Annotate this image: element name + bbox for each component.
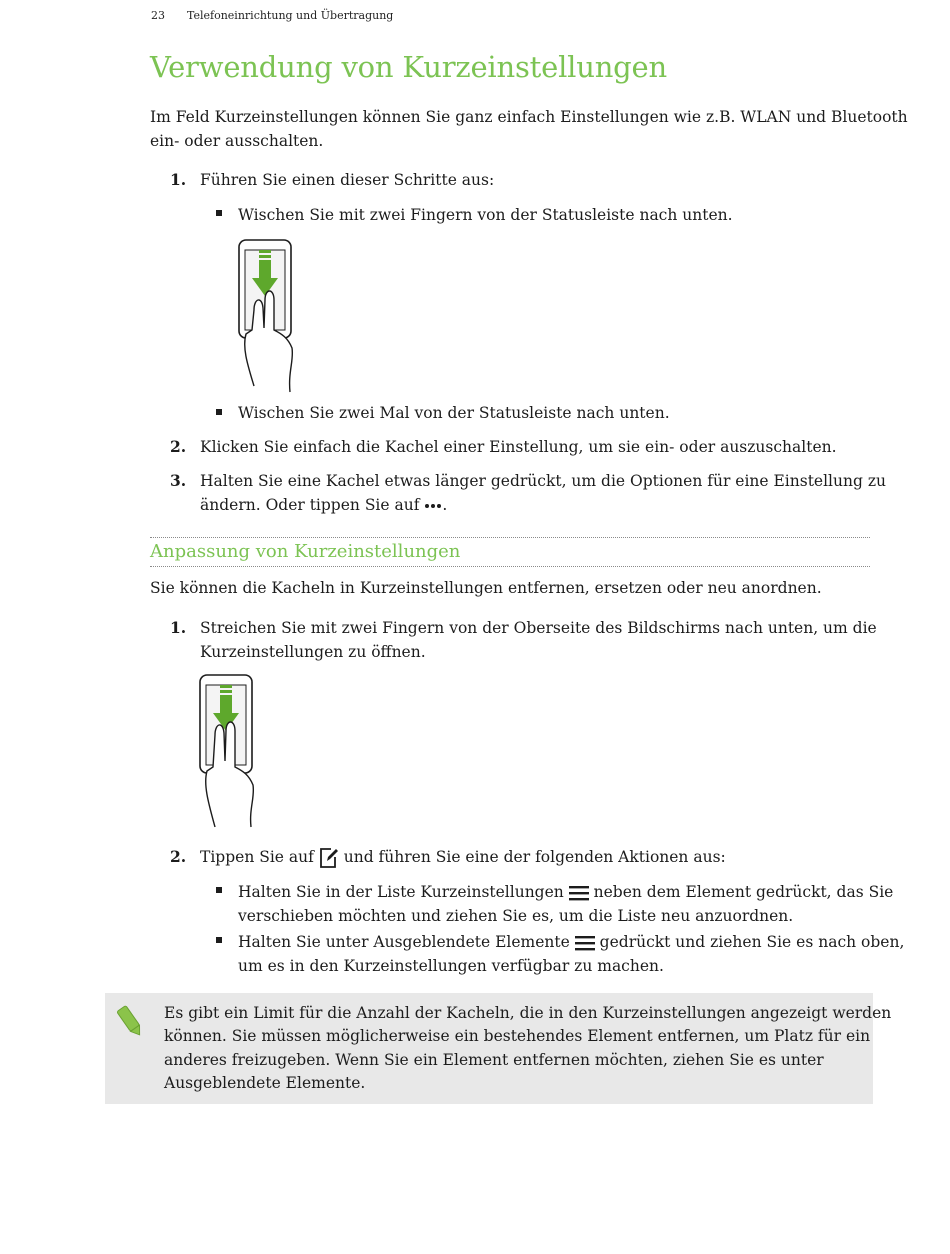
note-line-4: Ausgeblendete Elemente.: [164, 1074, 366, 1092]
s2-step-1-number: 1.: [170, 618, 187, 637]
step-3-line-2-pre: ändern. Oder tippen Sie auf: [200, 496, 420, 514]
section-2-intro: Sie können die Kacheln in Kurzeinstellungen entfernen, ersetzen oder neu anordnen.: [150, 579, 822, 597]
step-1-number: 1.: [170, 170, 187, 189]
s2-bullet-2-line-2: um es in den Kurzeinstellungen verfügbar zu machen.: [238, 957, 664, 975]
note-line-1: Es gibt ein Limit für die Anzahl der Kacheln, die in den Kurzeinstellungen angezeigt werden: [164, 1004, 892, 1022]
divider-top: [150, 537, 870, 538]
pencil-note-icon: [115, 1004, 145, 1040]
intro-line-2: ein- oder ausschalten.: [150, 132, 324, 150]
s2-step-2-number: 2.: [170, 847, 187, 866]
step-3-line-1: Halten Sie eine Kachel etwas länger gedrückt, um die Optionen für eine Einstellung zu: [200, 472, 886, 490]
step-1-text: Führen Sie einen dieser Schritte aus:: [200, 171, 495, 189]
bullet-marker: [216, 937, 222, 943]
s2-bullet-2-post: gedrückt und ziehen Sie es nach oben,: [599, 933, 905, 951]
drag-handle-icon: [575, 935, 595, 951]
s2-step-2-text: [200, 845, 726, 869]
bullet-swipe-two-fingers: Wischen Sie mit zwei Fingern von der Statusleiste nach unten.: [238, 206, 733, 224]
page-header: [151, 9, 393, 22]
s2-step-1-line-1: Streichen Sie mit zwei Fingern von der Oberseite des Bildschirms nach unten, um die: [200, 619, 877, 637]
s2-step-2-pre: Tippen Sie auf: [200, 848, 314, 866]
two-finger-swipe-icon: [193, 673, 263, 829]
divider-bottom: [150, 566, 870, 567]
edit-icon: [319, 847, 339, 869]
s2-step-2-post: und führen Sie eine der folgenden Aktionen aus:: [343, 848, 726, 866]
s2-bullet-2-pre: Halten Sie unter Ausgeblendete Elemente: [238, 933, 570, 951]
page-number: 23: [151, 9, 165, 22]
s2-bullet-1-pre: Halten Sie in der Liste Kurzeinstellungen: [238, 883, 564, 901]
bullet-swipe-twice: Wischen Sie zwei Mal von der Statusleiste nach unten.: [238, 404, 670, 422]
step-2-number: 2.: [170, 437, 187, 456]
note-line-3: anderes freizugeben. Wenn Sie ein Element entfernen möchten, ziehen Sie es unter: [164, 1051, 824, 1069]
intro-line-1: Im Feld Kurzeinstellungen können Sie ganz einfach Einstellungen wie z.B. WLAN und Bluetooth: [150, 108, 908, 126]
step-3-line-2-post: .: [442, 496, 448, 514]
step-2-text: Klicken Sie einfach die Kachel einer Einstellung, um sie ein- oder auszuschalten.: [200, 438, 837, 456]
note-line-2: können. Sie müssen möglicherweise ein bestehendes Element entfernen, um Platz für ein: [164, 1027, 871, 1045]
bullet-marker: [216, 887, 222, 893]
more-dots-icon: [424, 501, 442, 511]
bullet-marker: [216, 409, 222, 415]
bullet-marker: [216, 210, 222, 216]
two-finger-swipe-icon: [232, 238, 302, 394]
step-3-line-2: [200, 493, 447, 517]
s2-bullet-2-line-1: [238, 930, 904, 954]
s2-step-1-line-2: Kurzeinstellungen zu öffnen.: [200, 643, 426, 661]
s2-bullet-1-line-2: verschieben möchten und ziehen Sie es, um die Liste neu anzuordnen.: [238, 907, 794, 925]
chapter-title: Telefoneinrichtung und Übertragung: [187, 9, 394, 22]
drag-handle-icon: [569, 885, 589, 901]
subheading: Anpassung von Kurzeinstellungen: [150, 541, 461, 562]
s2-bullet-1-line-1: [238, 880, 893, 904]
page-title: Verwendung von Kurzeinstellungen: [150, 50, 667, 84]
step-3-number: 3.: [170, 471, 187, 490]
s2-bullet-1-post: neben dem Element gedrückt, das Sie: [593, 883, 894, 901]
